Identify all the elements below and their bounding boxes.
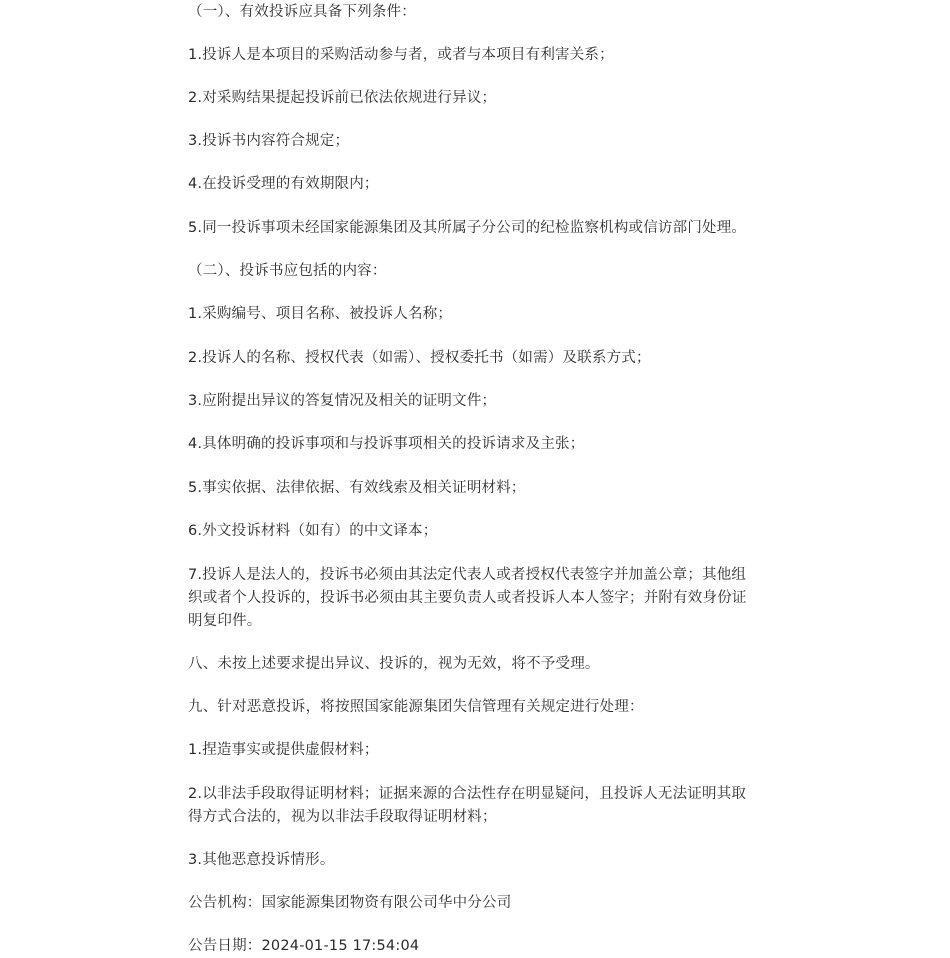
section-heading-complaint-contents: （二）、投诉书应包括的内容： (188, 263, 387, 279)
announcement-date: 公告日期：2024-01-15 17:54:04 (188, 938, 420, 954)
section-heading-invalid-complaints: 八、未按上述要求提出异议、投诉的，视为无效，将不予受理。 (188, 656, 600, 672)
list-item: 5.事实依据、法律依据、有效线索及相关证明材料； (188, 480, 526, 496)
section-heading-valid-complaint-conditions: （一）、有效投诉应具备下列条件： (188, 4, 416, 20)
list-item: 3.其他恶意投诉情形。 (188, 852, 335, 868)
list-item: 2.投诉人的名称、授权代表（如需）、授权委托书（如需）及联系方式； (188, 350, 651, 366)
list-item: 3.投诉书内容符合规定； (188, 133, 350, 149)
list-item: 7.投诉人是法人的，投诉书必须由其法定代表人或者授权代表签字并加盖公章；其他组织或者个人投诉的，投诉书必须由其主要负责人或者投诉人本人签字；并附有效身份证明复印件。 (188, 567, 747, 629)
list-item: 1.采购编号、项目名称、被投诉人名称； (188, 306, 453, 322)
list-item: 4.在投诉受理的有效期限内； (188, 176, 379, 192)
list-item: 4.具体明确的投诉事项和与投诉事项相关的投诉请求及主张； (188, 436, 585, 452)
list-item: 1.投诉人是本项目的采购活动参与者，或者与本项目有利害关系； (188, 47, 614, 63)
list-item: 2.对采购结果提起投诉前已依法依规进行异议； (188, 90, 497, 106)
list-item: 2.以非法手段取得证明材料；证据来源的合法性存在明显疑问，且投诉人无法证明其取得方式合法的，视为以非法手段取得证明材料； (188, 786, 747, 825)
section-heading-malicious-complaints: 九、针对恶意投诉，将按照国家能源集团失信管理有关规定进行处理： (188, 699, 644, 715)
list-item: 3.应附提出异议的答复情况及相关的证明文件； (188, 393, 497, 409)
list-item: 5.同一投诉事项未经国家能源集团及其所属子分公司的纪检监察机构或信访部门处理。 (188, 220, 747, 236)
list-item: 1.捏造事实或提供虚假材料； (188, 742, 379, 758)
announcing-organization: 公告机构：国家能源集团物资有限公司华中分公司 (188, 895, 512, 911)
list-item: 6.外文投诉材料（如有）的中文译本； (188, 523, 438, 539)
